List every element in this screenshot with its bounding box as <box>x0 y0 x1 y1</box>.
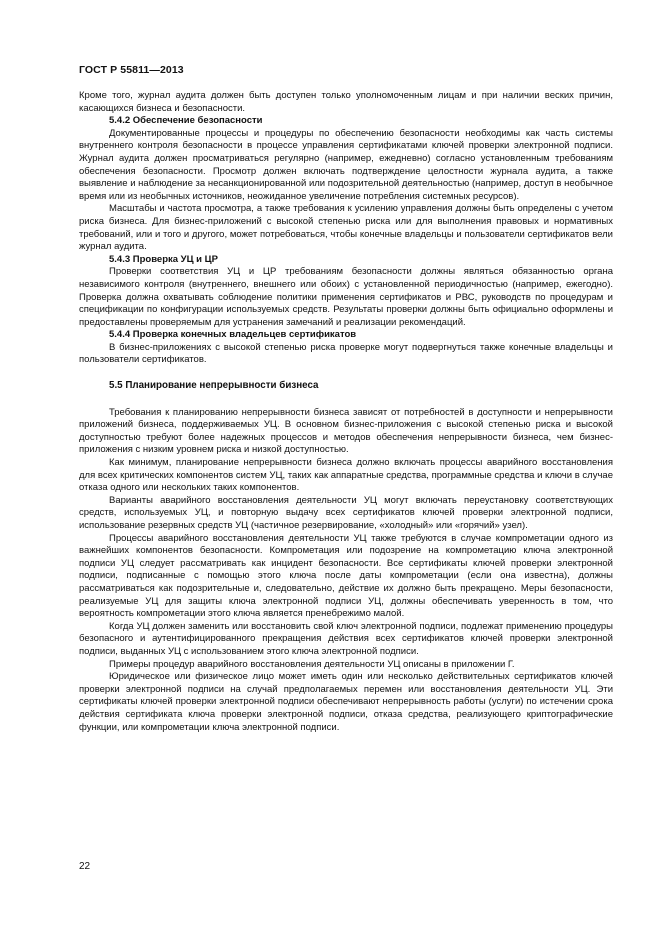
paragraph: Кроме того, журнал аудита должен быть доступен только уполномоченным лицам и при наличии веских причин, касающихся бизнеса и безопасности. <box>79 90 613 114</box>
subsection-heading: 5.4.4 Проверка конечных владельцев сертификатов <box>109 329 357 341</box>
paragraph: Процессы аварийного восстановления деятельности УЦ также требуются в случае компрометации одного из важнейших компонентов безопасности. Компрометация или подозрение на компрометацию ключа электронной подписи УЦ следует рассматривать как инцидент безопасности. Все сертификаты ключей проверки электронной подписи, подписанные с помощью этого ключа после даты компрометации (если она известна), должны рассматриваться как подозрительные и, следовательно, действие их должно быть прекращено. Меры безопасности, реализуемые УЦ для защиты ключа электронной подписи УЦ, должны обеспечивать уверенность в том, что вероятность компрометации этого ключа является пренебрежимо малой. <box>79 532 613 620</box>
subsection-heading: 5.4.3 Проверка УЦ и ЦР <box>109 253 218 265</box>
paragraph: Примеры процедур аварийного восстановления деятельности УЦ описаны в приложении Г. <box>109 658 515 670</box>
paragraph: Требования к планированию непрерывности бизнеса зависят от потребностей в доступности и непрерывности приложений бизнеса, поддерживаемых УЦ. В основном бизнес-приложения с высокой степенью риска и высокой доступностью требуют более надежных процессов и методов обеспечения непрерывности бизнеса, чем бизнес-приложения с низким уровнем риска и низкой доступностью. <box>79 406 613 456</box>
paragraph: Когда УЦ должен заменить или восстановить свой ключ электронной подписи, подлежат применению процедуры безопасного и аутентифицированного прекращения действия всех сертификатов ключей проверки электронной подписи, выданных УЦ с использованием этого ключа электронной подписи. <box>79 620 613 657</box>
paragraph: Юридическое или физическое лицо может иметь один или несколько действительных сертификатов ключей проверки электронной подписи на случай предполагаемых перемен или восстановления деятельности УЦ. Эти сертификаты ключей проверки электронной подписи обеспечивают непрерывность работы (услуги) по истечении срока действия сертификата ключа проверки электронной подписи, отказа средства, реализующего криптографические функции, или компрометации ключа электронной подписи. <box>79 671 613 733</box>
paragraph: Как минимум, планирование непрерывности бизнеса должно включать процессы аварийного восстановления для всех критических компонентов систем УЦ, таких как аппаратные средства, программные средства и ключи в случае отказа одного или нескольких таких компонентов. <box>79 457 613 494</box>
paragraph: Проверки соответствия УЦ и ЦР требованиям безопасности должны являться обязанностью органа независимого контроля (внутреннего, внешнего или обоих) с установленной периодичностью (например, ежегодно). Проверка должна охватывать соблюдение политики применения сертификатов и РВС, руководств по процедурам и спецификации по конфигурации используемых средств. Результаты проверки должны быть официально оформлены и предоставлены проверяемым для устранения замечаний и реализации рекомендаций. <box>79 266 613 328</box>
paragraph: Варианты аварийного восстановления деятельности УЦ могут включать переустановку соответствующих средств, используемых УЦ, и повторную выдачу всех сертификатов ключей проверки электронной подписи, использование резервных средств УЦ (частичное резервирование, «холодный» или «горячий» узел). <box>79 494 613 531</box>
subsection-heading: 5.4.2 Обеспечение безопасности <box>109 115 263 127</box>
section-heading: 5.5 Планирование непрерывности бизнеса <box>109 380 319 392</box>
paragraph: В бизнес-приложениях с высокой степенью риска проверке могут подвергнуться также конечные владельцы и пользователи сертификатов. <box>79 341 613 366</box>
document-header: ГОСТ Р 55811—2013 <box>79 64 184 76</box>
paragraph: Масштабы и частота просмотра, а также требования к усилению управления должны быть определены с учетом риска бизнеса. Для бизнес-приложений с высокой степенью риска или для выполнения правовых и нормативных требований, или и того и другого, может потребоваться, чтобы конечные владельцы и пользователи сертификатов вели журнал аудита. <box>79 203 613 253</box>
page-number: 22 <box>79 861 91 872</box>
paragraph: Документированные процессы и процедуры по обеспечению безопасности необходимы как часть системы внутреннего контроля безопасности в процессе управления сертификатами ключей проверки электронной подписи. Журнал аудита должен просматриваться регулярно (например, ежедневно) согласно установленным требованиям обеспечения безопасности. Просмотр должен включать подтверждение целостности журнала аудита, а также выявление и наблюдение за несанкционированной или подозрительной деятельностью (например, доступ в необычное время или из необычных источников, неожиданное увеличение потребления системных ресурсов). <box>79 127 613 202</box>
document-body <box>79 90 613 734</box>
